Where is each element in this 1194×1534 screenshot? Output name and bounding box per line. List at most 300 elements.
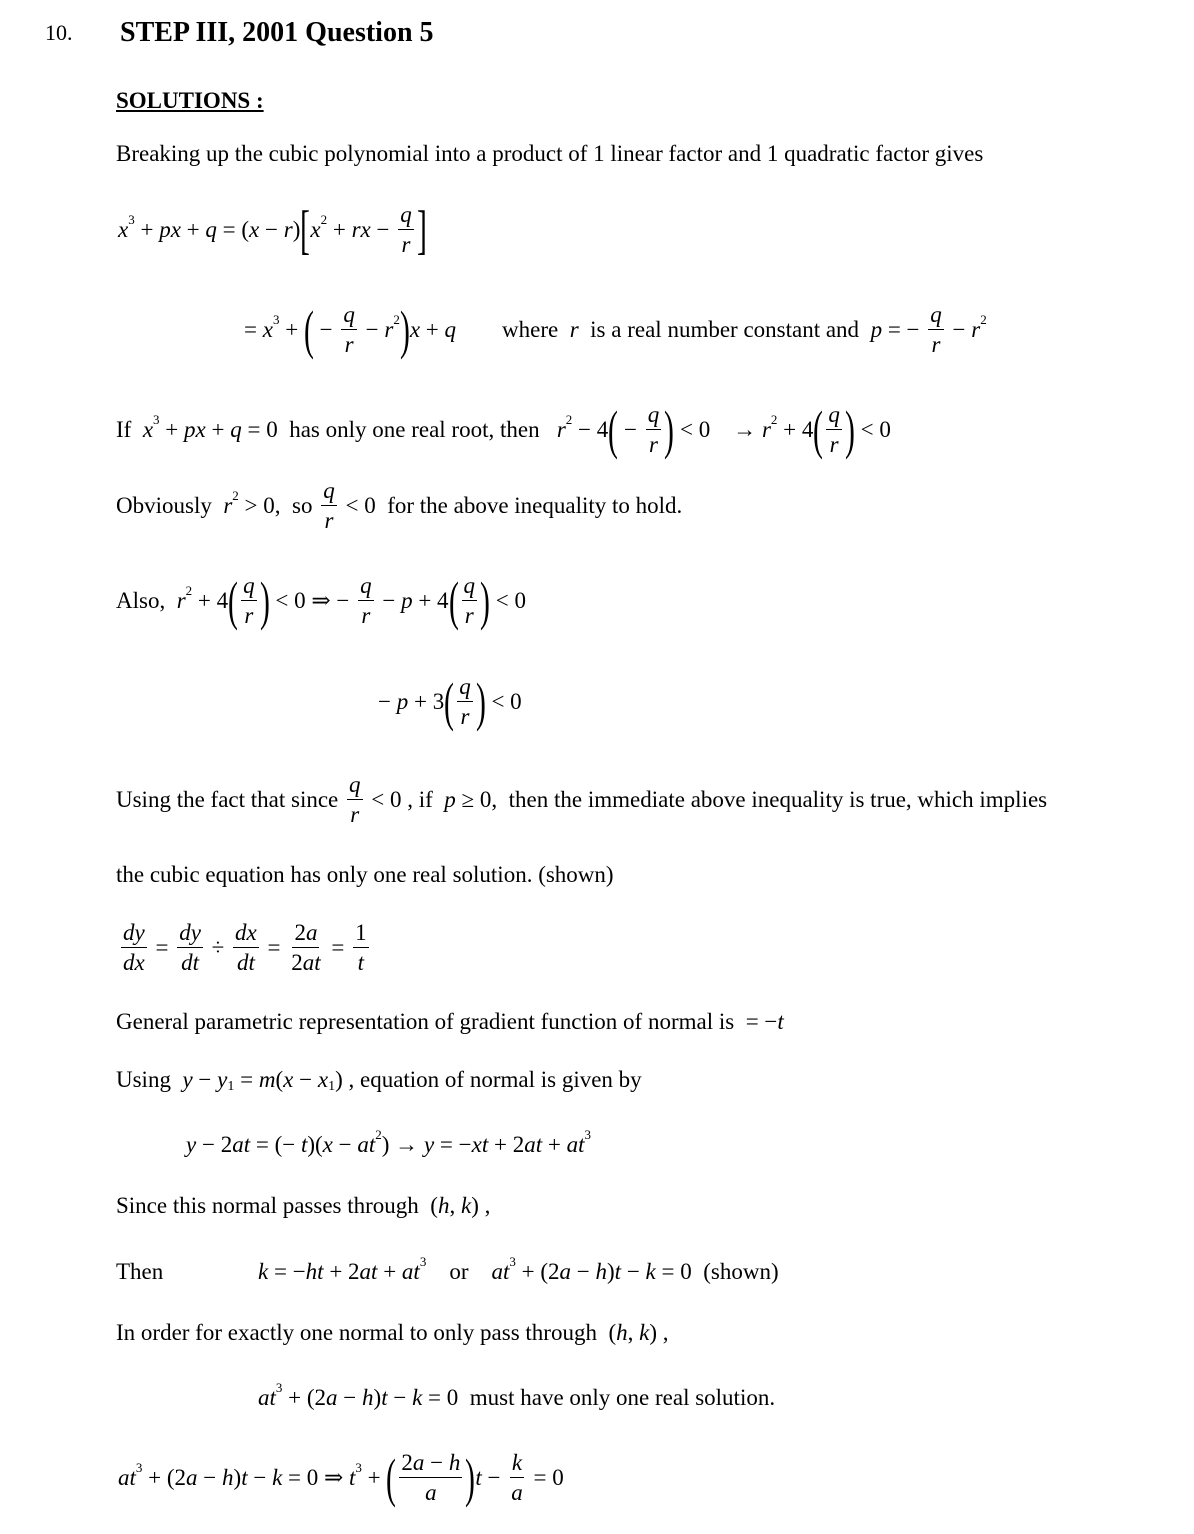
text-run: Also, [116, 588, 177, 613]
text-run: − [359, 317, 385, 342]
fraction [457, 674, 473, 730]
text-run: ) , [471, 1193, 491, 1218]
bracket-delimiter: ( [813, 400, 824, 460]
math-variable: x [322, 1132, 333, 1157]
text-run: = ( [216, 217, 250, 242]
math-variable: t [475, 1465, 482, 1490]
math-variable: a [511, 1480, 523, 1505]
superscript: 3 [584, 1127, 591, 1142]
text-run: = − [434, 1132, 472, 1157]
text-run: ) , equation of normal is given by [335, 1067, 642, 1092]
math-variable: at [302, 950, 321, 975]
fraction [341, 302, 357, 358]
text-run: − [293, 1067, 318, 1092]
bracket-delimiter: [ [300, 200, 311, 260]
math-variable: r [556, 417, 566, 442]
text-run: + [361, 1465, 387, 1490]
text-run: − [337, 1385, 363, 1410]
superscript: 2 [320, 212, 328, 227]
math-variable: q [459, 674, 471, 699]
fraction-denominator [348, 800, 361, 828]
math-variable: t [241, 1465, 248, 1490]
math-variable: at [232, 1132, 251, 1157]
bracket-delimiter: ( [444, 672, 455, 732]
text-run: Since this normal passes through ( [116, 1193, 438, 1218]
math-variable: a [559, 1259, 572, 1284]
math-variable: t [349, 1465, 356, 1490]
fraction-numerator [177, 920, 203, 948]
text-run: = − [268, 1259, 306, 1284]
superscript: 2 [375, 1127, 382, 1142]
fraction-denominator [458, 702, 471, 730]
text-line [378, 674, 522, 730]
math-variable: r [649, 432, 658, 457]
math-variable: ht [305, 1259, 324, 1284]
fraction-numerator [398, 202, 414, 230]
text-run: ) , [649, 1320, 669, 1345]
bracket-delimiter: ) [844, 400, 855, 460]
solutions-heading: SOLUTIONS : [116, 88, 264, 113]
math-variable: p [870, 317, 883, 342]
text-run: < 0 for the above inequality to hold. [339, 493, 683, 518]
math-variable: a [186, 1465, 198, 1490]
fraction [121, 920, 147, 976]
fraction-denominator [179, 948, 201, 976]
text-run: + [159, 417, 185, 442]
math-variable: m [258, 1067, 276, 1092]
math-variable: y [186, 1132, 197, 1157]
text-line [116, 141, 983, 167]
text-run: + [180, 217, 206, 242]
math-variable: x [310, 217, 321, 242]
text-run: − 4 [572, 417, 609, 442]
text-run: ÷ [205, 935, 231, 960]
math-variable: px [184, 417, 206, 442]
text-run: ) [607, 1259, 615, 1284]
math-variable: x [409, 317, 421, 342]
text-run: − [247, 1465, 273, 1490]
text-run: 1 [355, 920, 367, 945]
math-variable: q [230, 417, 242, 442]
text-run: < 0 ⇒ − [269, 588, 356, 613]
superscript: 3 [153, 412, 160, 427]
math-variable: at [258, 1385, 276, 1410]
math-variable: q [243, 573, 255, 598]
text-run: is a real number constant and [578, 317, 871, 342]
text-run: = − [882, 317, 926, 342]
text-run: or [426, 1259, 492, 1284]
math-variable: q [205, 217, 217, 242]
math-variable: r [931, 332, 941, 357]
text-run: < 0 → [674, 417, 762, 442]
math-variable: q [463, 573, 476, 598]
math-variable: at [566, 1132, 585, 1157]
math-variable: dx [123, 950, 145, 975]
text-run: − [376, 588, 402, 613]
text-run: − [378, 689, 397, 714]
superscript: 3 [135, 1460, 143, 1475]
fraction [241, 573, 257, 629]
math-variable: q [360, 573, 372, 598]
text-run: 2 [294, 920, 306, 945]
fraction-numerator [646, 402, 662, 430]
fraction-numerator [233, 920, 259, 948]
math-variable: r [283, 217, 293, 242]
math-variable: t [300, 1132, 308, 1157]
math-variable: q [343, 302, 355, 327]
math-variable: q [647, 402, 660, 427]
math-variable: k [272, 1465, 283, 1490]
fraction-numerator [457, 674, 473, 702]
bracket-delimiter: ) [465, 1448, 476, 1508]
math-variable: at [524, 1132, 543, 1157]
math-variable: dy [123, 920, 145, 945]
text-line [116, 402, 891, 458]
fraction-denominator [289, 948, 322, 976]
text-run: 2 [401, 1450, 413, 1475]
text-line [116, 478, 682, 534]
fraction [233, 920, 259, 976]
math-variable: r [176, 588, 186, 613]
text-run: − [618, 417, 643, 442]
fraction-numerator [510, 1450, 524, 1478]
fraction-denominator [242, 601, 255, 629]
fraction-denominator [356, 948, 366, 976]
fraction [826, 402, 842, 458]
math-variable: t [614, 1259, 622, 1284]
text-run: < 0 [854, 417, 891, 442]
math-variable: p [396, 689, 409, 714]
text-run: < 0 [490, 588, 526, 613]
text-run: − [192, 1067, 218, 1092]
superscript: 3 [355, 1460, 362, 1475]
fraction [462, 573, 478, 629]
superscript: 2 [393, 312, 400, 327]
fraction-denominator [463, 601, 476, 629]
math-variable: k [412, 1385, 423, 1410]
math-variable: q [349, 772, 361, 797]
bracket-delimiter: ) [399, 300, 410, 360]
bracket-delimiter: ( [386, 1448, 397, 1508]
fraction-numerator [826, 402, 842, 430]
math-variable: a [326, 1385, 338, 1410]
math-variable: r [460, 704, 470, 729]
superscript: 2 [770, 412, 778, 427]
text-line [186, 1127, 591, 1158]
text-run: + 4 [192, 588, 229, 613]
math-variable: p [444, 787, 456, 812]
text-run: + (2 [282, 1385, 327, 1410]
text-run: = [244, 317, 263, 342]
text-line [116, 772, 1047, 828]
math-variable: r [761, 417, 771, 442]
text-run: = 0 must have only one real solution. [422, 1385, 776, 1410]
fraction-numerator [121, 920, 147, 948]
math-variable: r [324, 508, 334, 533]
math-variable: t [777, 1009, 784, 1034]
text-run: − [946, 317, 972, 342]
math-variable: r [971, 317, 981, 342]
text-run: + (2 [515, 1259, 560, 1284]
superscript: 3 [128, 212, 135, 227]
text-run: − [481, 1465, 507, 1490]
text-run: − [313, 317, 339, 342]
math-variable: at [359, 1259, 378, 1284]
math-variable: r [464, 603, 474, 628]
text-run: + 2 [323, 1259, 360, 1284]
superscript: 2 [980, 312, 987, 327]
math-variable: r [223, 493, 233, 518]
math-variable: h [222, 1465, 234, 1490]
math-variable: r [350, 802, 360, 827]
bracket-delimiter: ) [475, 672, 486, 732]
text-run: − [387, 1385, 413, 1410]
page-title: STEP III, 2001 Question 5 [120, 17, 434, 48]
text-run: + [377, 1259, 402, 1284]
text-run: − [197, 1465, 223, 1490]
math-variable: r [401, 232, 411, 257]
math-variable: r [569, 317, 579, 342]
fraction-denominator [423, 1478, 439, 1506]
math-variable: at [401, 1259, 420, 1284]
text-run: + (2 [142, 1465, 187, 1490]
text-run: = 0 (shown) [655, 1259, 779, 1284]
math-variable: dt [181, 950, 199, 975]
text-line [116, 1067, 642, 1093]
text-line [116, 862, 614, 888]
math-variable: at [491, 1259, 510, 1284]
math-variable: q [828, 402, 840, 427]
math-variable: r [361, 603, 371, 628]
text-run: > 0, so [238, 493, 319, 518]
text-run: − [571, 1259, 596, 1284]
text-run: ) [373, 1385, 382, 1410]
text-run: If [116, 417, 143, 442]
math-variable: k [258, 1259, 269, 1284]
text-run: In order for exactly one normal to only pass through ( [116, 1320, 617, 1345]
superscript: 2 [565, 412, 573, 427]
bracket-delimiter: ] [416, 200, 427, 260]
text-run: + 3 [408, 689, 445, 714]
math-variable: r [829, 432, 839, 457]
text-line [116, 1320, 669, 1346]
math-variable: q [323, 478, 335, 503]
superscript: 3 [419, 1254, 427, 1269]
bracket-delimiter: ( [448, 571, 459, 631]
subscript: 1 [328, 1079, 336, 1094]
text-run: Obviously [116, 493, 224, 518]
fraction [646, 402, 662, 458]
bracket-delimiter: ( [228, 571, 239, 631]
fraction-numerator [292, 920, 319, 948]
math-variable: r [244, 603, 254, 628]
math-variable: at [357, 1132, 376, 1157]
math-variable: x [317, 1067, 329, 1092]
superscript: 3 [509, 1254, 516, 1269]
fraction-denominator [359, 601, 372, 629]
math-variable: h [362, 1385, 374, 1410]
text-run: the cubic equation has only one real solution. (shown) [116, 862, 614, 887]
bracket-delimiter: ( [303, 300, 314, 360]
math-variable: k [639, 1320, 650, 1345]
math-variable: t [381, 1385, 388, 1410]
text-run: = [149, 935, 175, 960]
math-variable: a [412, 1450, 425, 1475]
fraction [398, 202, 414, 258]
fraction-denominator [121, 948, 147, 976]
text-run: + [542, 1132, 567, 1157]
text-run: + [327, 217, 352, 242]
fraction-numerator [321, 478, 337, 506]
superscript: 3 [272, 312, 280, 327]
text-run: + [205, 417, 231, 442]
fraction [353, 920, 369, 976]
fraction-denominator [930, 330, 943, 358]
math-variable: x [262, 317, 273, 342]
text-run: − [370, 217, 396, 242]
fraction [177, 920, 203, 976]
math-variable: y [423, 1132, 435, 1157]
text-run: ( [275, 1067, 284, 1092]
text-run: ) [233, 1465, 242, 1490]
math-variable: r [384, 317, 394, 342]
question-number: 10. [45, 20, 73, 45]
fraction-numerator [928, 302, 944, 330]
fraction-denominator [509, 1478, 525, 1506]
text-run: − 2 [196, 1132, 233, 1157]
math-variable: x [283, 1067, 294, 1092]
text-line [118, 202, 427, 258]
text-run: , [627, 1320, 640, 1345]
text-run: Using [116, 1067, 183, 1092]
math-variable: xt [471, 1132, 489, 1157]
fraction [321, 478, 337, 534]
text-run: < 0 [485, 689, 522, 714]
text-run: 2 [291, 950, 303, 975]
math-variable: x [118, 217, 129, 242]
text-run: , [449, 1193, 461, 1218]
text-run: − [621, 1259, 646, 1284]
math-variable: y [182, 1067, 193, 1092]
bracket-delimiter: ) [480, 571, 490, 631]
fraction-denominator [343, 330, 356, 358]
fraction-numerator [462, 573, 478, 601]
text-line [116, 1009, 784, 1035]
text-run: − [332, 1132, 358, 1157]
fraction-denominator [647, 430, 660, 458]
math-variable: k [645, 1259, 656, 1284]
text-run: where [456, 317, 570, 342]
fraction-numerator [347, 772, 363, 800]
fraction [399, 1450, 462, 1506]
fraction [509, 1450, 525, 1506]
text-line [118, 1450, 564, 1506]
math-variable: at [118, 1465, 136, 1490]
text-run: + 4 [412, 588, 449, 613]
fraction-denominator [399, 230, 412, 258]
superscript: 3 [275, 1380, 283, 1395]
fraction-numerator [353, 920, 369, 948]
text-run: + [134, 217, 160, 242]
fraction-denominator [828, 430, 841, 458]
fraction [928, 302, 944, 358]
math-variable: a [425, 1480, 437, 1505]
text-run: + [279, 317, 304, 342]
text-line [258, 1380, 776, 1411]
math-variable: k [511, 1450, 523, 1475]
text-line [116, 1259, 163, 1285]
math-variable: dx [235, 920, 257, 945]
text-run: − [259, 217, 284, 242]
math-variable: rx [351, 217, 371, 242]
text-run: < 0 , if [365, 787, 445, 812]
text-run: ) → [381, 1132, 424, 1157]
fraction-denominator [235, 948, 257, 976]
fraction [347, 772, 363, 828]
math-variable: a [305, 920, 318, 945]
text-run: = [261, 935, 287, 960]
text-run: ≥ 0, then the immediate above inequality is true, which implies [455, 787, 1048, 812]
fraction-denominator [322, 506, 335, 534]
math-variable: x [249, 217, 260, 242]
math-variable: px [159, 217, 181, 242]
text-run: = 0 ⇒ [282, 1465, 350, 1490]
math-variable: x [142, 417, 154, 442]
fraction-numerator [358, 573, 374, 601]
text-run: = 0 has only one real root, then [241, 417, 557, 442]
text-run: + [420, 317, 445, 342]
text-run: + 2 [488, 1132, 525, 1157]
text-line [244, 302, 987, 358]
text-run: = [234, 1067, 259, 1092]
text-run: Using the fact that since [116, 787, 345, 812]
fraction [358, 573, 374, 629]
math-variable: dt [236, 950, 255, 975]
text-run: Breaking up the cubic polynomial into a product of 1 linear factor and 1 quadratic factor gives [116, 141, 984, 166]
fraction-numerator [241, 573, 257, 601]
bracket-delimiter: ) [259, 571, 270, 631]
subscript: 1 [227, 1079, 235, 1094]
fraction-numerator [399, 1450, 462, 1478]
math-variable: dy [179, 920, 201, 945]
text-run: = (− [250, 1132, 301, 1157]
math-variable: y [217, 1067, 228, 1092]
text-run: = [325, 935, 351, 960]
math-variable: h [595, 1259, 607, 1284]
text-line [116, 573, 526, 629]
math-variable: k [460, 1193, 472, 1218]
math-variable: q [930, 302, 942, 327]
math-variable: h [437, 1193, 450, 1218]
text-run: + 4 [777, 417, 814, 442]
math-variable: h [448, 1450, 461, 1475]
math-variable: p [401, 588, 413, 613]
text-line [116, 1193, 490, 1219]
fraction-numerator [341, 302, 357, 330]
text-run: ) [292, 217, 301, 242]
text-run: General parametric representation of gradient function of normal is = − [116, 1009, 778, 1034]
fraction [289, 920, 322, 976]
math-variable: t [357, 950, 365, 975]
math-variable: q [444, 317, 457, 342]
text-line [118, 920, 372, 976]
superscript: 2 [232, 488, 239, 503]
bracket-delimiter: ) [664, 400, 675, 460]
math-variable: h [616, 1320, 628, 1345]
math-variable: r [344, 332, 354, 357]
text-run: Then [116, 1259, 164, 1284]
text-line [258, 1254, 779, 1285]
